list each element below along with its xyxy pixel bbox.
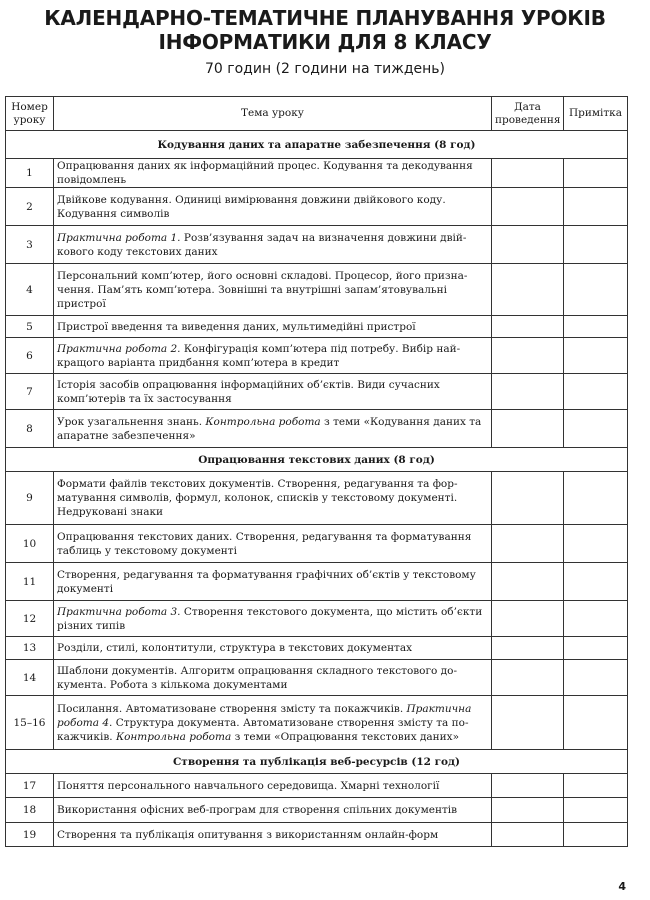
lesson-date-cell xyxy=(492,316,564,338)
lesson-date-cell xyxy=(492,774,564,798)
lesson-note-cell xyxy=(564,563,628,601)
lesson-date-cell xyxy=(492,637,564,660)
lesson-note-cell xyxy=(564,823,628,847)
lesson-note-cell xyxy=(564,188,628,226)
section-title: Опрацювання текстових даних (8 год) xyxy=(6,448,628,472)
lesson-date-cell xyxy=(492,410,564,448)
topic-text: Створення, редагування та форматування графічних об’єктів у текстовому документі xyxy=(57,568,476,595)
section-row xyxy=(6,131,628,159)
lesson-note-cell xyxy=(564,472,628,525)
table-row xyxy=(6,264,628,316)
topic-text: Опрацювання даних як інформаційний процес. Кодування та декодування повідомлень xyxy=(57,160,473,186)
column-header-date: Дата проведення xyxy=(492,97,564,131)
page-title xyxy=(0,6,650,54)
lesson-note-cell xyxy=(564,798,628,823)
lesson-topic xyxy=(54,316,492,338)
lesson-date-cell xyxy=(492,525,564,563)
topic-text: Розділи, стилі, колонтитули, структура в текстових документах xyxy=(57,642,413,654)
lesson-topic xyxy=(54,226,492,264)
lesson-number: 17 xyxy=(6,774,54,798)
page-subtitle: 70 годин (2 години на тиждень) xyxy=(205,61,445,77)
lesson-number: 14 xyxy=(6,660,54,696)
lesson-number: 19 xyxy=(6,823,54,847)
lesson-note-cell xyxy=(564,264,628,316)
lesson-topic xyxy=(54,264,492,316)
topic-italic-text: Практична робота 1. xyxy=(57,231,181,244)
lesson-note-cell xyxy=(564,525,628,563)
lesson-date-cell xyxy=(492,159,564,188)
lesson-note-cell xyxy=(564,374,628,410)
table-row xyxy=(6,696,628,750)
lesson-topic xyxy=(54,525,492,563)
topic-text: Структура документа. Автоматизоване створення змісту та покажчиків. xyxy=(57,716,469,743)
table-row xyxy=(6,338,628,374)
lesson-date-cell xyxy=(492,660,564,696)
lesson-note-cell xyxy=(564,774,628,798)
table-row xyxy=(6,188,628,226)
section-title: Створення та публікація веб-ресурсів (12 год) xyxy=(6,750,628,774)
topic-text: Створення текстового документа, що містить об’єкти різних типів xyxy=(57,605,483,632)
lesson-date-cell xyxy=(492,823,564,847)
lesson-date-cell xyxy=(492,264,564,316)
table-row xyxy=(6,601,628,637)
lesson-number: 10 xyxy=(6,525,54,563)
lesson-topic xyxy=(54,660,492,696)
title-line-1: КАЛЕНДАРНО-ТЕМАТИЧНЕ ПЛАНУВАННЯ УРОКІВ xyxy=(44,6,606,30)
lesson-date-cell xyxy=(492,226,564,264)
lesson-date-cell xyxy=(492,563,564,601)
topic-italic-text: Контрольна робота xyxy=(115,730,232,743)
table-row xyxy=(6,226,628,264)
lesson-topic xyxy=(54,159,492,188)
topic-text: Персональний комп’ютер, його основні складові. Процесор, його призначення. Пам’ять комп’ютера. Зовнішні та внутрішні запам’ятовувальні пристрої xyxy=(57,269,468,310)
lesson-number: 13 xyxy=(6,637,54,660)
table-row xyxy=(6,563,628,601)
lesson-number: 4 xyxy=(6,264,54,316)
topic-text: Урок узагальнення знань. xyxy=(57,415,203,428)
lesson-topic xyxy=(54,774,492,798)
lesson-number: 11 xyxy=(6,563,54,601)
table-row xyxy=(6,660,628,696)
topic-text: з теми «Опрацювання текстових даних» xyxy=(234,730,460,743)
lesson-number: 12 xyxy=(6,601,54,637)
lesson-note-cell xyxy=(564,660,628,696)
table-row xyxy=(6,637,628,660)
lesson-number: 15–16 xyxy=(6,696,54,750)
table-row xyxy=(6,798,628,823)
table-body xyxy=(6,131,628,847)
topic-italic-text: Практична робота 4. xyxy=(57,702,472,729)
topic-text: Використання офісних веб-програм для створення спільних документів xyxy=(57,804,458,816)
column-header-number: Номер уроку xyxy=(6,97,54,131)
table-row xyxy=(6,410,628,448)
lesson-number: 18 xyxy=(6,798,54,823)
topic-text: Шаблони документів. Алгоритм опрацювання складного текстового документа. Робота з кількома документами xyxy=(57,664,458,691)
topic-text: Створення та публікація опитування з використанням онлайн-форм xyxy=(57,828,439,841)
lesson-topic xyxy=(54,601,492,637)
lesson-date-cell xyxy=(492,374,564,410)
topic-text: Розв’язування задач на визначення довжини двійкового коду текстових даних xyxy=(57,231,467,258)
table-row xyxy=(6,374,628,410)
topic-text: Двійкове кодування. Одиниці вимірювання довжини двійкового коду. Кодування символів xyxy=(57,193,446,220)
lesson-topic xyxy=(54,823,492,847)
lesson-note-cell xyxy=(564,601,628,637)
section-row xyxy=(6,750,628,774)
lesson-topic xyxy=(54,637,492,660)
lesson-topic xyxy=(54,563,492,601)
lesson-number: 7 xyxy=(6,374,54,410)
lesson-date-cell xyxy=(492,798,564,823)
topic-italic-text: Практична робота 3. xyxy=(57,605,181,618)
lesson-date-cell xyxy=(492,601,564,637)
lesson-date-cell xyxy=(492,696,564,750)
topic-italic-text: Контрольна робота xyxy=(205,415,321,428)
topic-italic-text: Практична робота 2. xyxy=(57,342,181,355)
lesson-number: 2 xyxy=(6,188,54,226)
lesson-number: 8 xyxy=(6,410,54,448)
topic-text: Посилання. Автоматизоване створення змісту та покажчиків. xyxy=(57,702,404,715)
lesson-number: 9 xyxy=(6,472,54,525)
topic-text: Поняття персонального навчального середовища. Хмарні технології xyxy=(57,779,440,792)
lesson-number: 6 xyxy=(6,338,54,374)
lesson-plan-table xyxy=(5,96,628,847)
lesson-note-cell xyxy=(564,637,628,660)
lesson-number: 3 xyxy=(6,226,54,264)
table-row xyxy=(6,159,628,188)
table-row xyxy=(6,823,628,847)
lesson-date-cell xyxy=(492,188,564,226)
column-header-topic: Тема уроку xyxy=(54,97,492,131)
lesson-note-cell xyxy=(564,159,628,188)
table-row xyxy=(6,525,628,563)
header-row xyxy=(6,97,628,131)
title-line-2: ІНФОРМАТИКИ ДЛЯ 8 КЛАСУ xyxy=(158,30,492,54)
lesson-topic xyxy=(54,410,492,448)
page-number: 4 xyxy=(618,880,626,893)
topic-text: Опрацювання текстових даних. Створення, редагування та форматування таблиць у текстовому документі xyxy=(57,530,472,557)
lesson-topic xyxy=(54,696,492,750)
lesson-date-cell xyxy=(492,338,564,374)
lesson-note-cell xyxy=(564,410,628,448)
topic-text: з теми «Кодування даних та апаратне забезпечення» xyxy=(57,415,482,442)
table-row xyxy=(6,316,628,338)
lesson-topic xyxy=(54,798,492,823)
section-row xyxy=(6,448,628,472)
lesson-note-cell xyxy=(564,338,628,374)
lesson-note-cell xyxy=(564,316,628,338)
topic-text: Історія засобів опрацювання інформаційних об’єктів. Види сучасних комп’ютерів та їх застосування xyxy=(57,378,440,405)
topic-text: Формати файлів текстових документів. Створення, редагування та форматування символів, формул, колонок, списків у текстовому документі. Недруковані знаки xyxy=(57,478,458,518)
lesson-number: 5 xyxy=(6,316,54,338)
lesson-note-cell xyxy=(564,696,628,750)
lesson-topic xyxy=(54,188,492,226)
table-row xyxy=(6,774,628,798)
topic-text: Конфігурація комп’ютера під потребу. Вибір найкращого варіанта придбання комп’ютера в кредит xyxy=(57,342,461,369)
lesson-note-cell xyxy=(564,226,628,264)
lesson-topic xyxy=(54,374,492,410)
topic-text: Пристрої введення та виведення даних, мультимедійні пристрої xyxy=(57,320,416,333)
section-title: Кодування даних та апаратне забезпечення (8 год) xyxy=(6,131,628,159)
lesson-number: 1 xyxy=(6,159,54,188)
lesson-topic xyxy=(54,472,492,525)
column-header-note: Примітка xyxy=(564,97,628,131)
table-row xyxy=(6,472,628,525)
lesson-topic xyxy=(54,338,492,374)
lesson-date-cell xyxy=(492,472,564,525)
